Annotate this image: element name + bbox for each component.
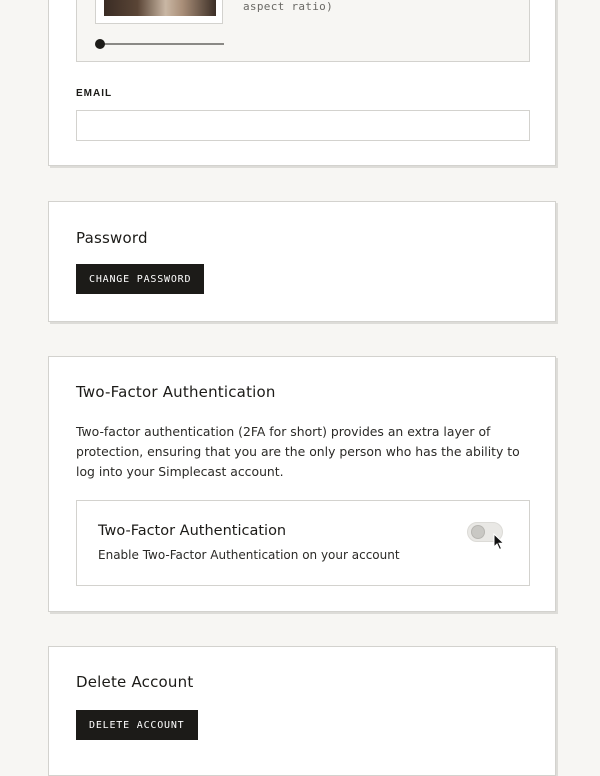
two-factor-toggle-subtitle: Enable Two-Factor Authentication on your account — [98, 548, 400, 562]
two-factor-card — [48, 356, 556, 612]
two-factor-toggle-title: Two-Factor Authentication — [98, 523, 287, 539]
avatar-crop-note-line2: aspect ratio) — [243, 0, 333, 13]
avatar-preview — [95, 0, 223, 24]
avatar-zoom-slider-track[interactable] — [100, 43, 224, 45]
delete-account-title: Delete Account — [76, 673, 194, 691]
toggle-knob — [471, 525, 485, 539]
email-input[interactable] — [76, 110, 530, 141]
password-card — [48, 201, 556, 322]
delete-account-button[interactable]: DELETE ACCOUNT — [76, 710, 198, 740]
avatar-zoom-slider-thumb[interactable] — [95, 39, 105, 49]
change-password-button[interactable]: CHANGE PASSWORD — [76, 264, 204, 294]
two-factor-toggle-panel — [76, 500, 530, 586]
avatar-upload-area — [76, 0, 530, 62]
email-label: EMAIL — [76, 88, 113, 99]
delete-account-card — [48, 646, 556, 776]
avatar-image — [104, 0, 216, 16]
profile-card — [48, 0, 556, 166]
mouse-pointer-icon — [493, 533, 505, 551]
password-title: Password — [76, 229, 148, 247]
two-factor-title: Two-Factor Authentication — [76, 383, 276, 401]
two-factor-description: Two-factor authentication (2FA for short) provides an extra layer of protection, ensuring that you are the only person who has the ability to log into your Simplecast account. — [76, 424, 520, 479]
